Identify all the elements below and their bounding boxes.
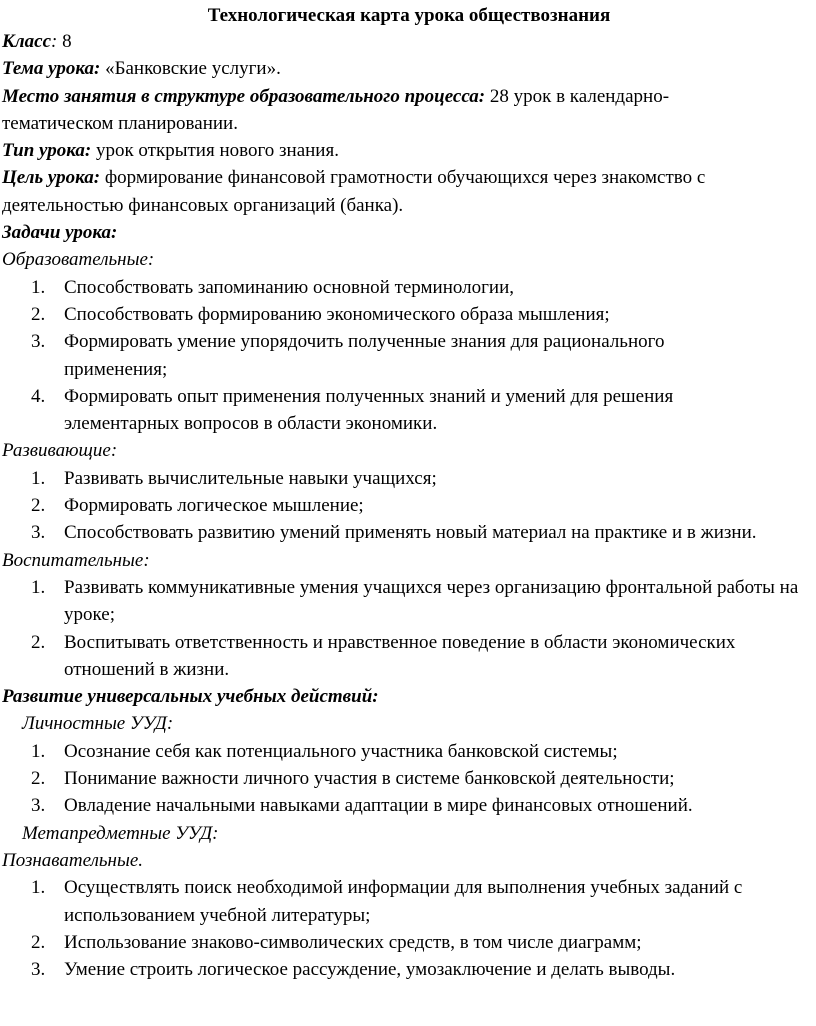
list-item (2, 629, 814, 684)
upbringing-list (2, 574, 814, 683)
list-text: Использование знаково-символических средств, в том числе диаграмм; (64, 931, 642, 953)
list-text: Понимание важности личного участия в системе банковской деятельности; (64, 768, 675, 790)
developing-list (2, 465, 777, 547)
list-text: Способствовать развитию умений применять новый материал на практике и в жизни. (64, 522, 757, 544)
goal-value: формирование финансовой грамотности обучающихся через знакомство с деятельностью финансовых организаций (банка). (2, 167, 706, 216)
class-value: 8 (62, 31, 72, 52)
tasks-heading: Задачи урока: (2, 222, 118, 244)
cognitive-heading: Познавательные. (2, 849, 144, 871)
goal-label: Цель урока: (2, 167, 101, 189)
personal-list (2, 738, 802, 820)
list-item (2, 956, 814, 983)
list-text: Способствовать формированию экономического образа мышления; (64, 303, 610, 325)
list-number: 3. (31, 522, 46, 544)
topic-line (2, 55, 816, 82)
list-text: Развивать коммуникативные умения учащихся через организацию фронтальной работы на уроке; (64, 576, 799, 626)
list-text: Формировать опыт применения полученных знаний и умений для решения элементарных вопросов в области экономики. (64, 385, 674, 435)
developing-heading: Развивающие: (2, 440, 118, 462)
list-text: Способствовать запоминанию основной терминологии, (64, 276, 514, 298)
class-line (2, 28, 816, 55)
list-item (2, 383, 772, 438)
list-number: 2. (31, 931, 46, 953)
personal-heading: Личностные УУД: (22, 713, 174, 735)
list-item (2, 465, 777, 492)
list-number: 3. (31, 331, 46, 353)
topic-label: Тема урока: (2, 58, 101, 80)
list-item (2, 874, 814, 929)
meta-heading: Метапредметные УУД: (22, 822, 219, 844)
place-label: Место занятия в структуре образовательного процесса: (2, 85, 486, 107)
list-number: 3. (31, 795, 46, 817)
upbringing-heading: Воспитательные: (2, 549, 150, 571)
list-item (2, 929, 814, 956)
list-item (2, 328, 772, 383)
list-number: 4. (31, 385, 46, 407)
topic-value: «Банковские услуги». (105, 58, 281, 80)
class-colon: : (51, 31, 58, 52)
list-item (2, 765, 802, 792)
list-text: Осуществлять поиск необходимой информации для выполнения учебных заданий с использованием учебной литературы; (64, 877, 743, 926)
list-text: Воспитывать ответственность и нравственное поведение в области экономических отношений в жизни. (64, 631, 736, 680)
list-number: 2. (31, 303, 46, 325)
list-text: Формировать логическое мышление; (64, 495, 364, 517)
list-text: Умение строить логическое рассуждение, умозаключение и делать выводы. (64, 959, 676, 981)
list-number: 3. (31, 959, 46, 981)
goal-line (2, 164, 808, 219)
educational-list (2, 274, 772, 438)
list-item (2, 738, 802, 765)
type-label: Тип урока: (2, 140, 92, 162)
list-text: Осознание себя как потенциального участника банковской системы; (64, 740, 618, 762)
list-item (2, 274, 772, 301)
list-text: Развивать вычислительные навыки учащихся; (64, 467, 437, 489)
list-number: 1. (31, 576, 46, 598)
list-text: Овладение начальными навыками адаптации в мире финансовых отношений. (64, 795, 693, 817)
list-number: 1. (31, 276, 46, 298)
cognitive-list (2, 874, 814, 983)
list-number: 1. (31, 467, 46, 489)
class-label: Класс (2, 31, 52, 52)
type-value: урок открытия нового знания. (95, 140, 339, 162)
uud-heading: Развитие универсальных учебных действий: (2, 686, 379, 708)
place-line (2, 83, 762, 138)
educational-heading: Образовательные: (2, 249, 155, 271)
list-number: 2. (31, 495, 46, 517)
list-number: 1. (31, 740, 46, 762)
list-number: 2. (31, 768, 46, 790)
list-item (2, 574, 814, 629)
list-number: 2. (31, 631, 46, 653)
list-text: Формировать умение упорядочить полученные знания для рационального применения; (64, 331, 665, 380)
list-item (2, 301, 772, 328)
list-number: 1. (31, 877, 46, 899)
place-value: 28 урок в календарно-тематическом планировании. (2, 85, 670, 134)
type-line (2, 137, 816, 164)
document-title: Технологическая карта урока обществознания (207, 5, 611, 26)
list-item (2, 792, 802, 819)
list-item (2, 492, 777, 519)
list-item (2, 519, 777, 546)
